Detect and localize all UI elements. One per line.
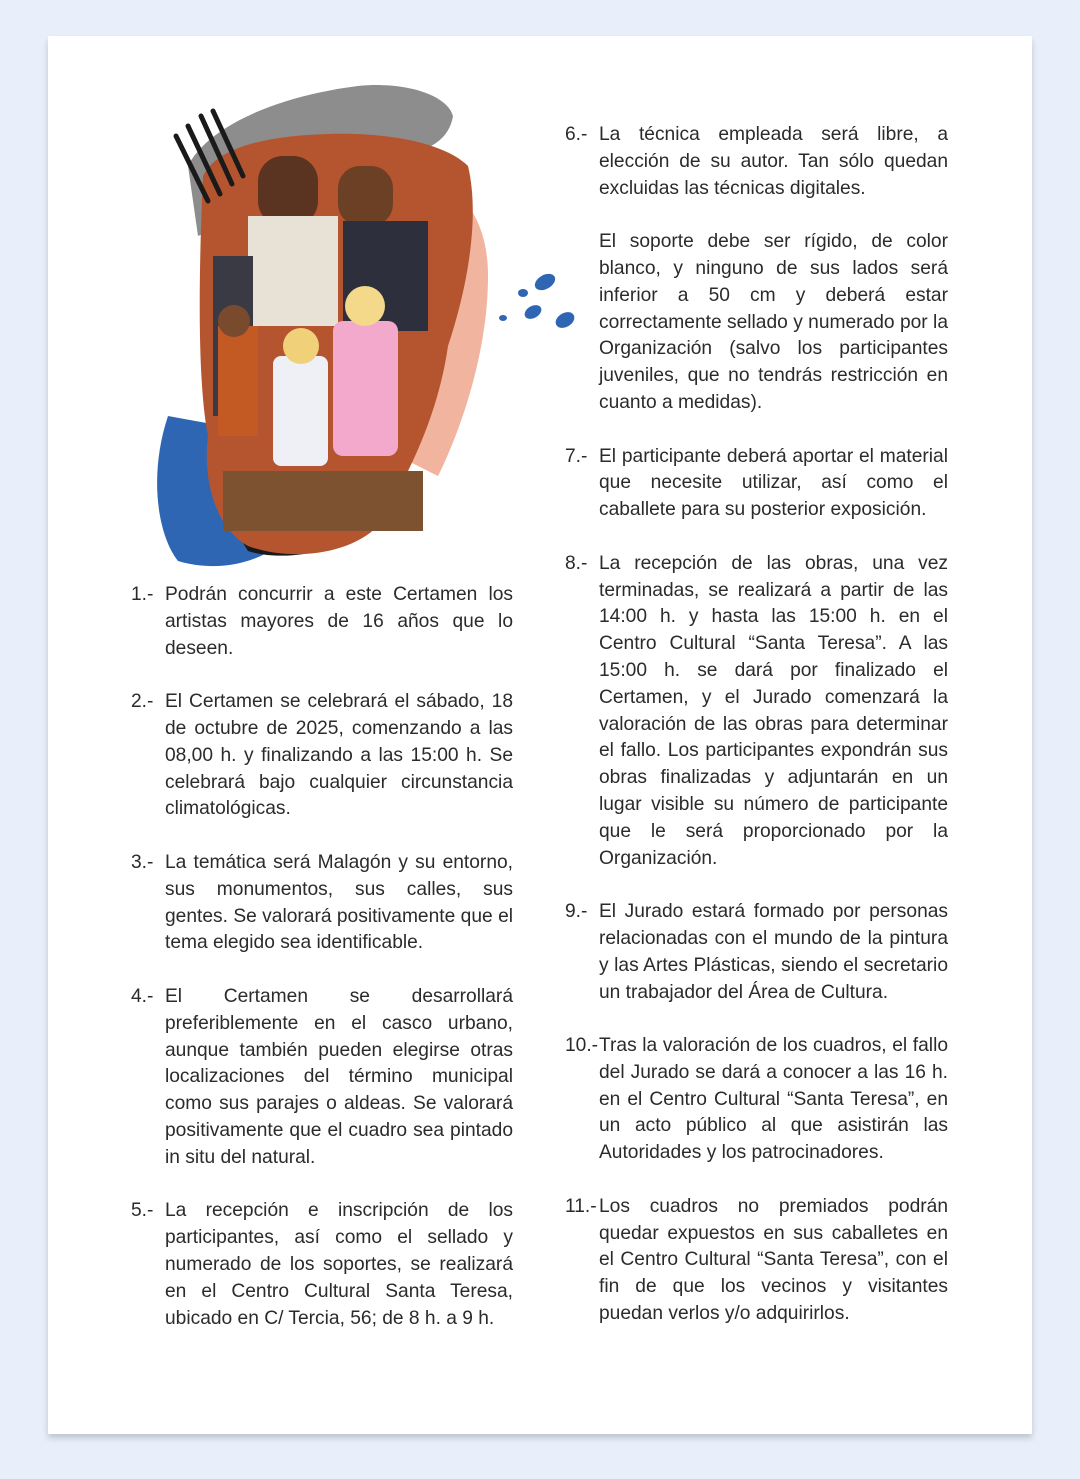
rule-number: 5.- [131,1200,154,1222]
rule-item [131,582,513,662]
rule-number: 6.- [565,124,588,145]
rule-item [565,899,948,1006]
rule-item [565,444,948,524]
rule-number: 2.- [131,691,154,713]
rule-number: 3.- [131,851,154,873]
rule-number: 11.- [565,1195,597,1217]
rule-item [565,1033,948,1167]
rule-text: El Jurado estará formado por personas relacionadas con el mundo de la pintura y las Artes Plásticas, siendo el secretario un trabajador del Área de Cultura. [599,901,948,1003]
document-page [48,36,1032,1434]
rule-number: 7.- [565,445,588,467]
rule-item [131,1198,513,1332]
rule-text: La temática será Malagón y su entorno, sus monumentos, sus calles, sus gentes. Se valorará positivamente que el tema elegido sea identificable. [165,851,513,954]
rules-left-column [131,582,513,1332]
rule-text: Podrán concurrir a este Certamen los artistas mayores de 16 años que lo deseen. [165,584,513,659]
rule-item [131,689,513,823]
rule-item [131,850,513,957]
rule-text: La recepción e inscripción de los participantes, así como el sellado y numerado de los soportes, se realizará en el Centro Cultural Santa Teresa, ubicado en C/ Tercia, 56; de 8 h. a 9 h. [165,1200,513,1329]
rule-number: 9.- [565,901,588,923]
rule-number: 1.- [131,584,154,605]
rule-item [131,984,513,1172]
rule-number: 4.- [131,985,154,1007]
rule-text: Los cuadros no premiados podrán quedar expuestos en sus caballetes en el Centro Cultural “Santa Teresa”, con el fin de que los vecinos y visitantes puedan verlos y/o adquirirlos. [599,1195,948,1325]
rule-item [565,551,948,873]
rules-right-column [565,122,948,1328]
painting-collage [108,56,598,586]
rule-text: La recepción de las obras, una vez terminadas, se realizará a partir de las 14:00 h. y hasta las 15:00 h. en el Centro Cultural “Santa Teresa”. A las 15:00 h. se dará por finalizado el Certamen, y el Jurado comenzará la valoración de las obras para determinar el fallo. Los participantes expondrán sus obras finalizadas y adjuntarán en un lugar visible su número de participante que le será proporcionado por la Organización. [599,552,948,869]
rule-text: El Certamen se desarrollará preferiblemente en el casco urbano, aunque también pueden elegirse otras localizaciones del término municipal como sus parajes o aldeas. Se valorará positivamente que el cuadro sea pintado in situ del natural. [165,985,513,1168]
rule-paragraph: El soporte debe ser rígido, de color blanco, y ninguno de sus lados será inferior a 50 cm y deberá estar correctamente sellado y numerado por la Organización (salvo los participantes juveniles, que no tendrás restricción en cuanto a medidas). [599,231,948,413]
rule-item [565,1194,948,1328]
rule-item [565,122,948,202]
rule-number: 10.- [565,1035,599,1057]
rule-text: El participante deberá aportar el material que necesite utilizar, así como el caballete para su posterior exposición. [599,445,948,521]
rule-text: El Certamen se celebrará el sábado, 18 de octubre de 2025, comenzando a las 08,00 h. y finalizando a las 15:00 h. Se celebrará bajo cualquier circunstancia climatológicas. [165,691,513,820]
rule-number: 8.- [565,552,588,574]
rule-text: La técnica empleada será libre, a elección de su autor. Tan sólo quedan excluidas las técnicas digitales. [599,124,948,199]
rule-text: Tras la valoración de los cuadros, el fallo del Jurado se dará a conocer a las 16 h. en el Centro Cultural “Santa Teresa”, en un acto público al que asistirán las Autoridades y los patrocinadores. [599,1035,948,1164]
